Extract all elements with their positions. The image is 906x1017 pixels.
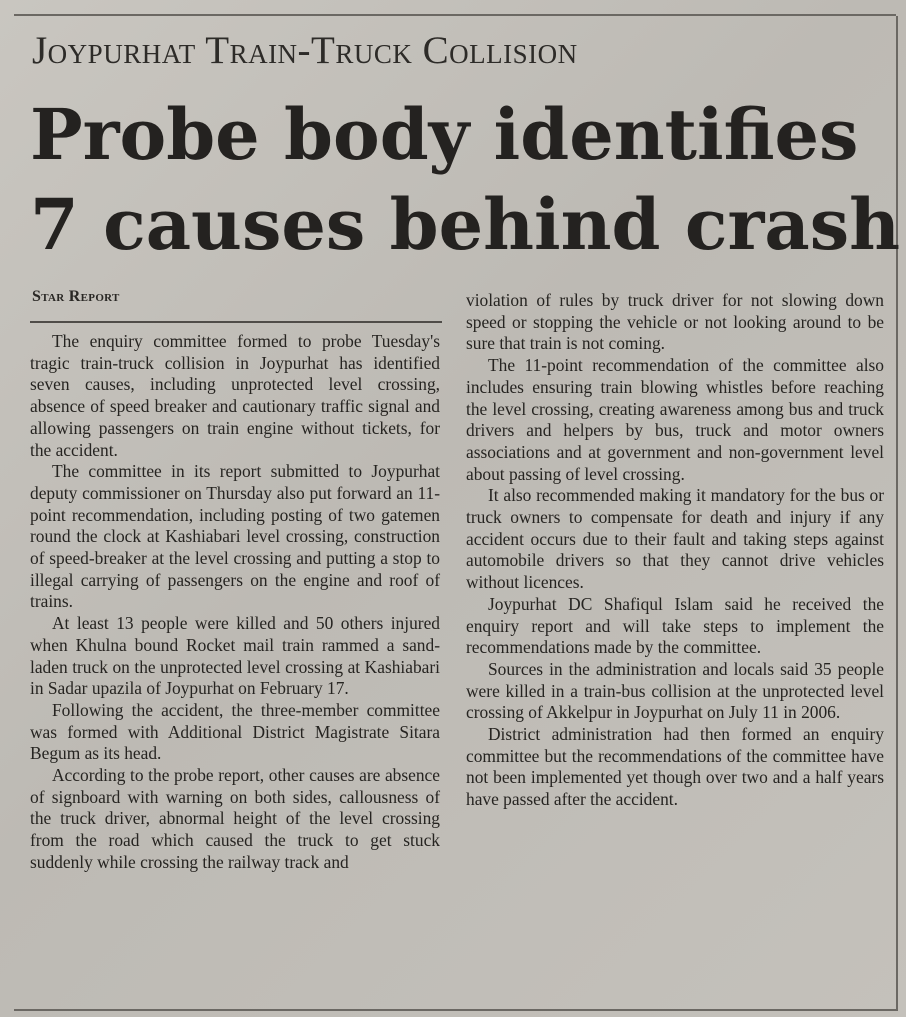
bottom-divider (14, 1009, 896, 1011)
paragraph: At least 13 people were killed and 50 others injured when Khulna bound Rocket mail train rammed a sand-laden truck on the unprotected level crossing at Kashiabari in Sadar upazila of Joypurhat on February 17. (30, 613, 440, 699)
paragraph: The 11-point recommendation of the committee also includes ensuring train blowing whistles before reaching the level crossing, creating awareness among bus and truck drivers and helpers by bus, truck and motor owners associations and at government and non-government level about passing of level crossing. (466, 355, 884, 484)
top-divider (14, 14, 896, 16)
paragraph: According to the probe report, other causes are absence of signboard with warning on both sides, callousness of the truck driver, abnormal height of the level crossing from the road which caused the truck to get stuck suddenly while crossing the railway track and (30, 765, 440, 872)
paragraph: Sources in the administration and locals said 35 people were killed in a train-bus collision at the unprotected level crossing of Akkelpur in Joypurhat on July 11 in 2006. (466, 658, 884, 723)
kicker: Joypurhat Train-Truck Collision (32, 29, 578, 72)
right-column (466, 290, 884, 811)
paragraph: District administration had then formed an enquiry committee but the recommendations of the committee have not been implemented yet though over two and a half years have passed after the accident. (466, 724, 884, 810)
headline: Probe body identifies 7 causes behind crash (30, 93, 901, 266)
paragraph: Following the accident, the three-member committee was formed with Additional District Magistrate Sitara Begum as its head. (30, 699, 440, 764)
paragraph: The committee in its report submitted to Joypurhat deputy commissioner on Thursday also put forward an 11-point recommendation, including posting of two gatemen round the clock at Kashiabari level crossing, construction of speed-breaker at the level crossing and putting a stop to illegal carrying of passengers on the engine and roof of trains. (30, 461, 440, 612)
byline: Star Report (32, 288, 120, 305)
left-column (30, 331, 440, 874)
paragraph: Joypurhat DC Shafiqul Islam said he received the enquiry report and will take steps to implement the recommendations made by the committee. (466, 593, 884, 658)
paragraph: violation of rules by truck driver for not slowing down speed or stopping the vehicle or not looking around to be sure that train is not coming. (466, 290, 884, 354)
paragraph: It also recommended making it mandatory for the bus or truck owners to compensate for death and injury if any accident occurs due to their fault and taking steps against automobile drivers so that they cannot drive vehicles without licences. (466, 485, 884, 593)
byline-divider (30, 321, 442, 323)
paragraph: The enquiry committee formed to probe Tuesday's tragic train-truck collision in Joypurhat has identified seven causes, including unprotected level crossing, absence of speed breaker and cautionary traffic signal and allowing passengers on train engine without tickets, for the accident. (30, 331, 440, 460)
